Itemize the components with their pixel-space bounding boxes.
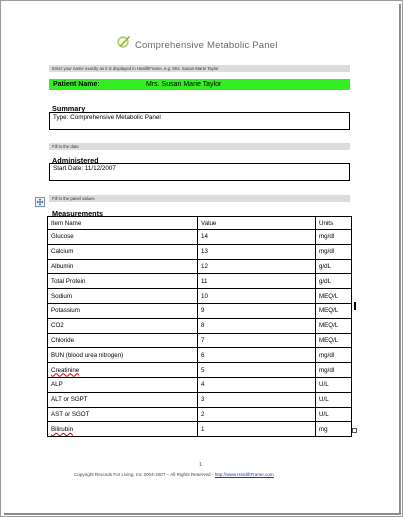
units-cell[interactable]: U/L [316, 392, 352, 407]
text-cursor [354, 302, 356, 310]
table-row [48, 407, 352, 422]
item-name-cell[interactable]: Chloride [48, 333, 198, 348]
table-row [48, 259, 352, 274]
item-name-cell[interactable]: CO2 [48, 318, 198, 333]
item-name-cell[interactable]: Bilirubin [48, 422, 198, 437]
value-cell[interactable]: 4 [198, 377, 316, 392]
measurements-heading: Measurements [52, 209, 104, 218]
units-cell[interactable]: U/L [316, 377, 352, 392]
item-name-cell[interactable]: Total Protein [48, 274, 198, 289]
table-row [48, 392, 352, 407]
healthframe-logo-icon [117, 35, 131, 48]
page-number: 1 [199, 462, 202, 468]
page-shadow-bottom [4, 513, 401, 515]
table-move-handle[interactable] [35, 197, 45, 207]
value-cell[interactable]: 5 [198, 363, 316, 378]
table-row [48, 422, 352, 437]
value-cell[interactable]: 9 [198, 303, 316, 318]
value-cell[interactable]: 12 [198, 259, 316, 274]
item-name-cell[interactable]: ALP [48, 377, 198, 392]
table-resize-handle[interactable] [352, 428, 357, 433]
units-cell[interactable]: mg/dl [316, 363, 352, 378]
value-cell[interactable]: 13 [198, 244, 316, 259]
table-row [48, 348, 352, 363]
footer [74, 472, 274, 477]
units-cell[interactable]: mg [316, 422, 352, 437]
value-cell[interactable]: 10 [198, 289, 316, 304]
start-date-field[interactable]: Start Date: 11/12/2007 [49, 163, 350, 181]
table-row [48, 303, 352, 318]
units-cell[interactable]: g/dL [316, 259, 352, 274]
date-instruction: Fill in the date [49, 143, 350, 150]
patient-name-value[interactable]: Mrs. Susan Marie Taylor [146, 81, 222, 88]
table-header-row [48, 217, 352, 230]
value-cell[interactable]: 3 [198, 392, 316, 407]
value-cell[interactable]: 11 [198, 274, 316, 289]
move-arrows-icon [36, 198, 44, 206]
units-cell[interactable]: mg/dl [316, 230, 352, 245]
value-cell[interactable]: 2 [198, 407, 316, 422]
column-header-item-name: Item Name [48, 217, 198, 230]
item-name-cell[interactable]: AST or SGOT [48, 407, 198, 422]
document-title: Comprehensive Metabolic Panel [135, 40, 278, 51]
summary-type-field[interactable]: Type: Comprehensive Metabolic Panel [49, 112, 350, 130]
panel-instruction: Fill in the panel values [49, 195, 350, 202]
item-name-cell[interactable]: Creatinine [48, 363, 198, 378]
units-cell[interactable]: mg/dl [316, 244, 352, 259]
measurements-table [47, 216, 352, 437]
units-cell[interactable]: MEQ/L [316, 318, 352, 333]
table-row [48, 244, 352, 259]
page-shadow-right [399, 4, 401, 515]
units-cell[interactable]: MEQ/L [316, 289, 352, 304]
item-name-cell[interactable]: Albumin [48, 259, 198, 274]
table-row [48, 363, 352, 378]
value-cell[interactable]: 14 [198, 230, 316, 245]
column-header-units: Units [316, 217, 352, 230]
footer-copyright: Copyright Records For Living, Inc 2004-2007 – All Rights Reserved - [74, 472, 215, 477]
units-cell[interactable]: g/dL [316, 274, 352, 289]
column-header-value: Value [198, 217, 316, 230]
footer-link[interactable]: http://www.HealthFrame.com [214, 472, 274, 477]
units-cell[interactable]: MEQ/L [316, 333, 352, 348]
summary-heading: Summary [52, 104, 86, 113]
table-row [48, 230, 352, 245]
value-cell[interactable]: 7 [198, 333, 316, 348]
value-cell[interactable]: 8 [198, 318, 316, 333]
units-cell[interactable]: MEQ/L [316, 303, 352, 318]
table-row [48, 333, 352, 348]
table-row [48, 274, 352, 289]
value-cell[interactable]: 6 [198, 348, 316, 363]
units-cell[interactable]: U/L [316, 407, 352, 422]
patient-name-label: Patient Name: [53, 81, 100, 88]
administered-heading: Administered [52, 156, 99, 165]
item-name-cell[interactable]: BUN (blood urea nitrogen) [48, 348, 198, 363]
table-row [48, 377, 352, 392]
units-cell[interactable]: mg/dl [316, 348, 352, 363]
item-name-cell[interactable]: Potassium [48, 303, 198, 318]
item-name-cell[interactable]: ALT or SGPT [48, 392, 198, 407]
table-row [48, 318, 352, 333]
item-name-cell[interactable]: Sodium [48, 289, 198, 304]
table-row [48, 289, 352, 304]
item-name-cell[interactable]: Calcium [48, 244, 198, 259]
patient-name-bar[interactable] [49, 79, 350, 90]
item-name-cell[interactable]: Glucose [48, 230, 198, 245]
value-cell[interactable]: 1 [198, 422, 316, 437]
name-instruction: Enter your name exactly as it is displayed in HealthFrame, e.g. Mrs. Susan Marie Taylor [49, 65, 350, 72]
